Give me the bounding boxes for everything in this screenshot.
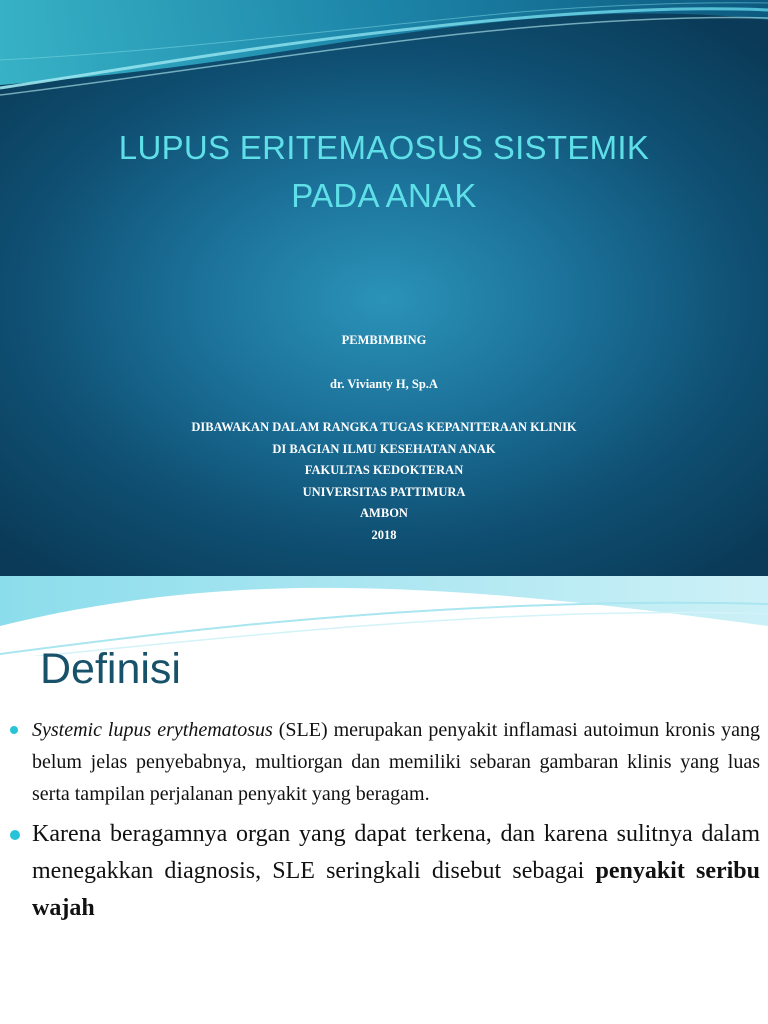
pembimbing-label: PEMBIMBING <box>341 333 427 347</box>
bullet-dot-icon <box>10 726 18 734</box>
list-item <box>10 714 760 810</box>
definition-slide <box>0 576 768 1024</box>
info-line-5: AMBON <box>360 506 408 520</box>
list-item <box>10 816 760 927</box>
info-line-3: FAKULTAS KEDOKTERAN <box>304 463 464 477</box>
emphasis-bold: penyakit seribu wajah <box>32 858 761 921</box>
term-italic: Systemic lupus erythematosus <box>32 719 273 741</box>
advisor-name: dr. Vivianty H, Sp.A <box>330 376 438 391</box>
presentation-title <box>0 124 768 220</box>
info-line-1: DIBAWAKAN DALAM RANGKA TUGAS KEPANITERAAN KLINIK <box>191 420 577 434</box>
info-line-4: UNIVERSITAS PATTIMURA <box>302 484 466 499</box>
info-line-6: 2018 <box>371 527 397 542</box>
title-line-2: PADA ANAK <box>291 177 477 214</box>
bullet-text: Karena beragamnya organ yang dapat terkena, dan karena sulitnya dalam menegakkan diagnosis, SLE seringkali disebut sebagai <box>32 821 760 884</box>
bullet-list <box>10 714 760 927</box>
slide-heading: Definisi <box>40 645 181 693</box>
title-line-1: LUPUS ERITEMAOSUS SISTEMIK <box>118 129 650 166</box>
info-line-2: DI BAGIAN ILMU KESEHATAN ANAK <box>272 441 496 456</box>
bullet-dot-icon <box>10 830 20 840</box>
subtitle-block <box>0 330 768 546</box>
wave-decoration-top <box>0 0 768 110</box>
bullet-text: (SLE) merupakan penyakit inflamasi autoimun kronis yang belum jelas penyebabnya, multiorgan dan memiliki sebaran gambaran klinis yang luas serta tampilan perjalanan penyakit yang beragam. <box>32 719 760 805</box>
